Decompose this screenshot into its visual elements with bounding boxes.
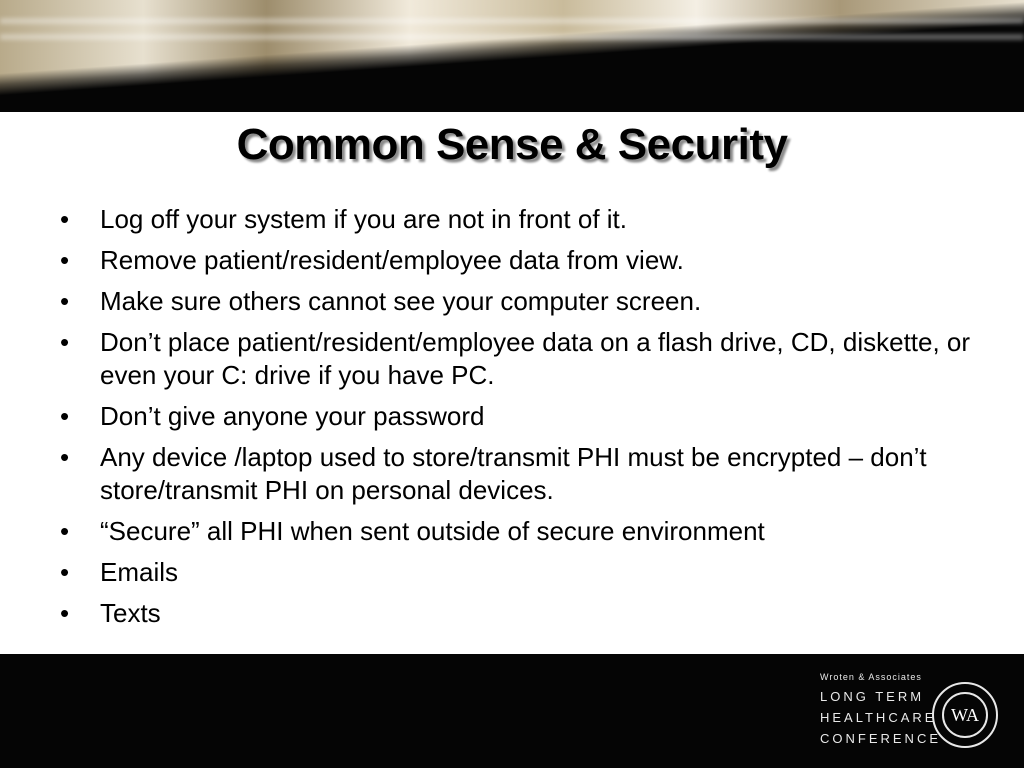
bullet-text: Don’t give anyone your password xyxy=(100,401,485,431)
logo-org: Wroten & Associates xyxy=(820,672,922,682)
bullet-item xyxy=(60,556,980,589)
header-banner xyxy=(0,0,1024,112)
bullet-item xyxy=(60,326,980,392)
bullet-item xyxy=(60,203,980,236)
bullet-text: Don’t place patient/resident/employee data on a flash drive, CD, diskette, or even your C: drive if you have PC. xyxy=(100,327,971,390)
bullet-dot: • xyxy=(60,598,70,628)
conference-logo xyxy=(820,672,940,749)
bullet-item xyxy=(60,400,980,433)
slide-title: Common Sense & Security xyxy=(236,120,788,169)
bullet-item xyxy=(60,441,980,507)
logo-line-3: CONFERENCE xyxy=(820,731,942,746)
seal-icon xyxy=(932,682,998,748)
bullet-text: Remove patient/resident/employee data from view. xyxy=(100,245,684,275)
bullet-item xyxy=(60,244,980,277)
bullet-dot: • xyxy=(60,327,70,357)
bullet-text: Any device /laptop used to store/transmit PHI must be encrypted – don’t store/transmit PHI on personal devices. xyxy=(100,442,927,505)
bullet-dot: • xyxy=(60,557,70,587)
bullet-dot: • xyxy=(60,516,70,546)
bullet-dot: • xyxy=(60,245,70,275)
bullet-dot: • xyxy=(60,442,70,472)
bullet-dot: • xyxy=(60,401,70,431)
bullet-dot: • xyxy=(60,286,70,316)
bullet-text: Log off your system if you are not in front of it. xyxy=(100,204,628,234)
bullet-item xyxy=(60,285,980,318)
logo-line-1: LONG TERM xyxy=(820,689,925,704)
bullet-list xyxy=(60,203,980,638)
banner-streak xyxy=(0,18,1024,24)
bullet-text: Texts xyxy=(100,598,161,628)
bullet-item xyxy=(60,597,980,630)
bullet-text: Emails xyxy=(100,557,179,587)
logo-line-2: HEALTHCARE xyxy=(820,710,937,725)
banner-streak xyxy=(0,34,1024,40)
bullet-item xyxy=(60,515,980,548)
bullet-text: Make sure others cannot see your computer screen. xyxy=(100,286,702,316)
bullet-dot: • xyxy=(60,204,70,234)
seal-initials: WA xyxy=(942,692,988,738)
bullet-text: “Secure” all PHI when sent outside of secure environment xyxy=(100,516,765,546)
